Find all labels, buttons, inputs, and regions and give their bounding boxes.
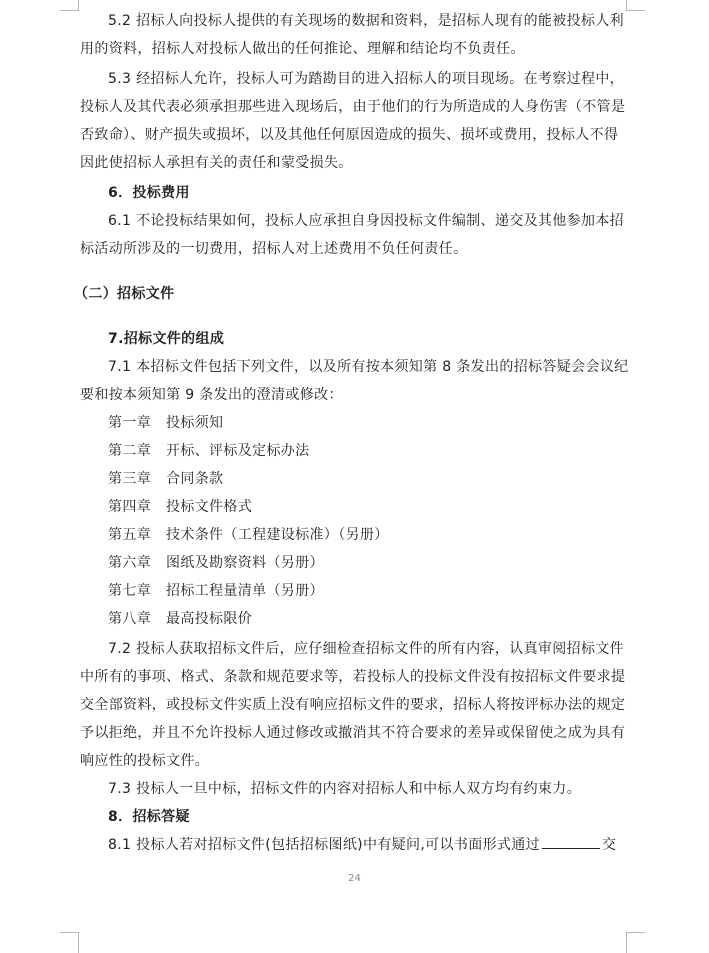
para-6-1-line-2: 标活动所涉及的一切费用，招标人对上述费用不负任何责任。 — [80, 241, 468, 257]
crop-mark-bottom-right — [626, 932, 645, 953]
fill-in-blank — [542, 836, 600, 849]
chapter-number: 第一章 — [108, 415, 152, 431]
chapter-number: 第五章 — [108, 527, 152, 543]
chapter-number: 第四章 — [108, 499, 152, 515]
chapter-title: 投标文件格式 — [166, 499, 253, 515]
para-8-1-text: 8.1 投标人若对招标文件(包括招标图纸)中有疑问,可以书面形式通过 — [108, 837, 540, 853]
para-7-2-line-1: 7.2 投标人获取招标文件后，应仔细检查招标文件的所有内容，认真审阅招标文件 — [108, 641, 625, 657]
para-7-2-line-4: 予以拒绝，并且不允许投标人通过修改或撤消其不符合要求的差异或保留使之成为具有 — [80, 725, 626, 741]
heading-6: 6．投标费用 — [108, 185, 190, 201]
chapter-title: 投标须知 — [166, 415, 224, 431]
chapter-number: 第七章 — [108, 583, 152, 599]
heading-8: 8．招标答疑 — [108, 809, 190, 825]
para-5-3-line-3: 否致命）、财产损失或损坏，以及其他任何原因造成的损失、损坏或费用，投标人不得 — [80, 127, 619, 143]
heading-7: 7.招标文件的组成 — [108, 331, 225, 347]
para-7-2-line-3: 交全部资料，或投标文件实质上没有响应招标文件的要求，招标人将按评标办法的规定 — [80, 697, 626, 713]
para-5-3-line-1: 5.3 经招标人允许，投标人可为踏勘目的进入招标人的项目现场。在考察过程中， — [108, 71, 625, 87]
chapter-title: 招标工程量清单（另册） — [166, 583, 324, 599]
crop-mark-top-left — [60, 0, 79, 11]
para-7-1-line-2: 要和按本须知第 9 条发出的澄清或修改： — [80, 387, 343, 403]
chapter-number: 第三章 — [108, 471, 152, 487]
chapter-number: 第二章 — [108, 443, 152, 459]
chapter-number: 第六章 — [108, 555, 152, 571]
chapter-title: 合同条款 — [166, 471, 224, 487]
para-5-2-line-1: 5.2 招标人向投标人提供的有关现场的数据和资料，是招标人现有的能被投标人利 — [108, 13, 625, 29]
chapter-title: 图纸及勘察资料（另册） — [166, 555, 324, 571]
crop-mark-top-right — [626, 0, 645, 11]
para-7-3: 7.3 投标人一旦中标，招标文件的内容对招标人和中标人双方均有约束力。 — [108, 781, 581, 797]
chapter-number: 第八章 — [108, 611, 152, 627]
para-7-2-line-2: 中所有的事项、格式、条款和规范要求等，若投标人的投标文件没有按招标文件要求提 — [80, 669, 626, 685]
chapter-title: 开标、评标及定标办法 — [166, 443, 310, 459]
para-8-1-tail: 交 — [602, 837, 617, 853]
para-5-3-line-4: 因此使招标人承担有关的责任和蒙受损失。 — [80, 155, 353, 171]
page-number: 24 — [348, 873, 361, 884]
para-8-1 — [108, 836, 616, 854]
para-7-2-line-5: 响应性的投标文件。 — [80, 753, 210, 769]
para-7-1-line-1: 7.1 本招标文件包括下列文件，以及所有按本须知第 8 条发出的招标答疑会会议纪 — [108, 359, 629, 375]
para-5-3-line-2: 投标人及其代表必须承担那些进入现场后，由于他们的行为所造成的人身伤害（不管是 — [80, 99, 626, 115]
para-5-2-line-2: 用的资料，招标人对投标人做出的任何推论、理解和结论均不负责任。 — [80, 41, 525, 57]
chapter-title: 最高投标限价 — [166, 611, 253, 627]
para-6-1-line-1: 6.1 不论投标结果如何，投标人应承担自身因投标文件编制、递交及其他参加本招 — [108, 213, 625, 229]
crop-mark-bottom-left — [60, 932, 79, 953]
chapter-title: 技术条件（工程建设标准）（另册） — [166, 527, 389, 543]
section-heading-2: （二）招标文件 — [74, 286, 175, 302]
